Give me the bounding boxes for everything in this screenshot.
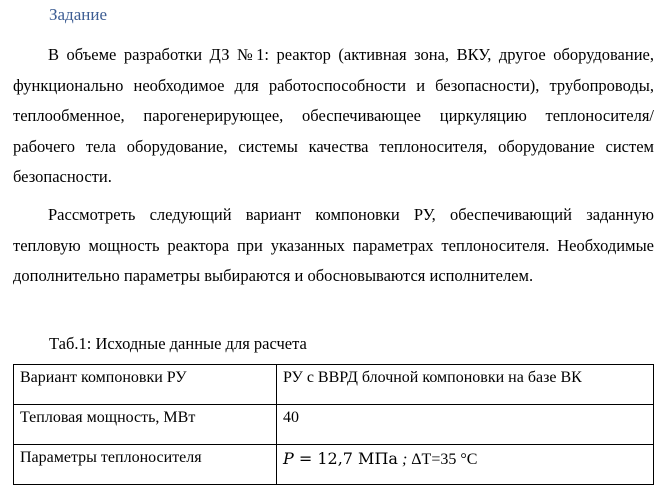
table-cell-value bbox=[277, 445, 654, 485]
paragraph-task: Рассмотреть следующий вариант компоновки РУ, обеспечивающий заданную тепловую мощность реактора при указанных параметрах теплоносителя. Необходимые дополнительно параметры выбираются и обосновываются исполнителем. bbox=[13, 205, 654, 285]
table-row bbox=[14, 365, 654, 405]
separator: ; bbox=[397, 451, 412, 468]
table-row bbox=[14, 405, 654, 445]
temperature-delta: ΔT=35 °C bbox=[411, 451, 478, 468]
table-caption: Таб.1: Исходные данные для расчета bbox=[49, 334, 307, 353]
table-cell-label: Тепловая мощность, МВт bbox=[14, 405, 277, 445]
table-cell-label: Вариант компоновки РУ bbox=[14, 365, 277, 405]
table-row bbox=[14, 445, 654, 485]
pressure-formula bbox=[283, 449, 398, 468]
pressure-symbol: P bbox=[283, 449, 294, 468]
section-heading: Задание bbox=[49, 5, 107, 24]
table-cell-value: 40 bbox=[277, 405, 654, 445]
paragraph-scope: В объеме разработки ДЗ №1: реактор (активная зона, ВКУ, другое оборудование, функционально необходимое для работоспособности и безопасности), трубопроводы, теплообменное, парогенерирующее, обеспечивающее циркуляцию теплоносителя/рабочего тела оборудование, системы качества теплоносителя, оборудование систем безопасности. bbox=[13, 45, 654, 186]
table-cell-label: Параметры теплоносителя bbox=[14, 445, 277, 485]
pressure-value: = 12,7 МПа bbox=[293, 449, 398, 468]
parameters-table bbox=[13, 364, 654, 485]
table-cell-value: РУ с ВВРД блочной компоновки на базе ВК bbox=[277, 365, 654, 405]
